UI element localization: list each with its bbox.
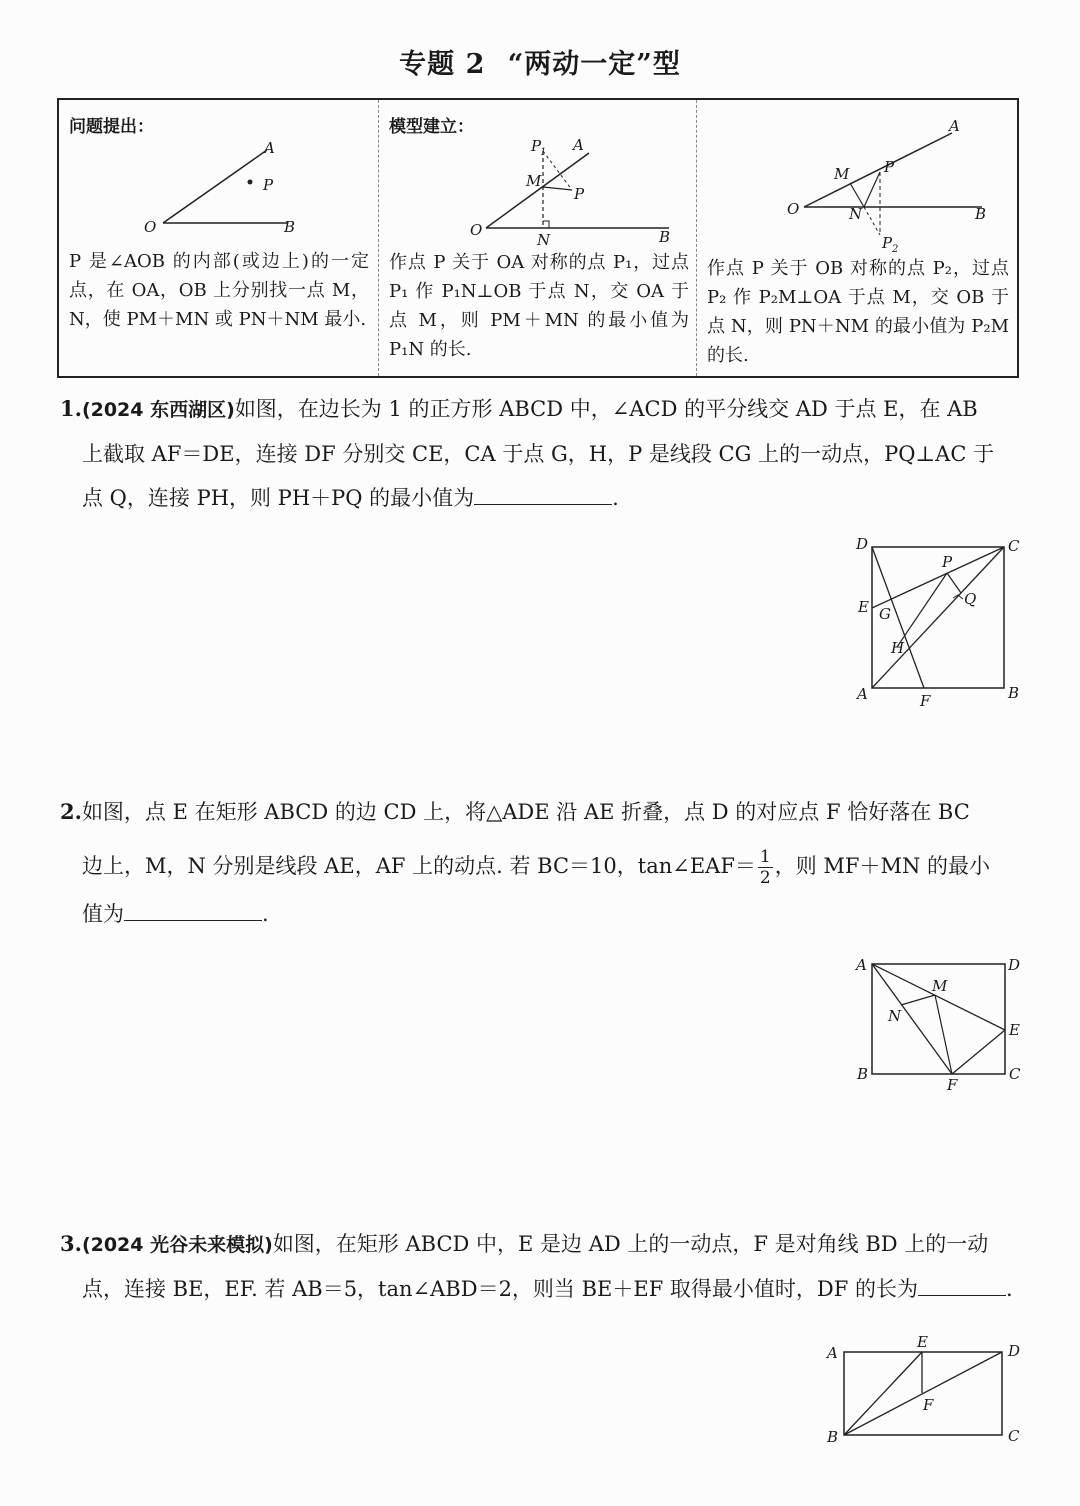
label-p: P: [942, 553, 953, 571]
segment-mn: [901, 995, 935, 1005]
problem-text-line1: 如图，在边长为 1 的正方形 ABCD 中，∠ACD 的平分线交 AD 于点 E，在 AB: [234, 397, 978, 421]
figure-1: [850, 532, 1030, 712]
label-h: H: [891, 639, 905, 657]
model-figure-2: [787, 115, 1012, 255]
problem-end: .: [612, 486, 619, 510]
diagonal-bd: [844, 1352, 1002, 1435]
label-d: D: [1008, 956, 1021, 974]
model-heading: 模型建立：: [389, 117, 474, 137]
segment-n-p2: [864, 207, 880, 235]
label-m: M: [834, 165, 850, 183]
label-p: P: [263, 176, 274, 194]
label-a: A: [827, 1344, 838, 1362]
label-p1-sub: 1: [540, 147, 547, 158]
label-b: B: [1008, 684, 1020, 702]
answer-blank[interactable]: [474, 479, 612, 505]
ray-oa: [163, 150, 267, 223]
segment-pm: [543, 187, 572, 190]
label-o: O: [787, 200, 800, 218]
figure-3: [820, 1330, 1030, 1455]
label-o: O: [470, 221, 483, 239]
problem-text-line3: 点 Q，连接 PH，则 PH＋PQ 的最小值为: [82, 486, 475, 510]
label-b: B: [284, 218, 296, 236]
label-c: C: [1008, 1427, 1020, 1445]
problem-text-line2: 上截取 AF＝DE，连接 DF 分别交 CE，CA 于点 G，H，P 是线段 CG 上的一动点，PQ⊥AC 于: [82, 442, 995, 466]
ray-oa: [804, 133, 952, 207]
fraction-numerator: 1: [759, 847, 771, 867]
segment-np: [864, 172, 880, 207]
model-column-variant: [696, 100, 1017, 376]
label-e: E: [858, 598, 869, 616]
answer-blank[interactable]: [124, 895, 262, 921]
label-p2: P: [882, 234, 893, 252]
label-c: C: [1009, 1065, 1021, 1083]
problem-source: (2024 光谷未来模拟): [81, 1234, 273, 1256]
label-a: A: [949, 117, 960, 135]
model-column-problem: [59, 100, 378, 376]
problem-text-line2b: ，则 MF＋MN 的最小: [774, 854, 991, 878]
diagonal-ac: [872, 547, 1004, 688]
angle-figure: [139, 135, 369, 240]
label-b: B: [975, 205, 987, 223]
problem-number: 2.: [60, 799, 82, 824]
label-n: N: [888, 1007, 902, 1025]
segment-pq: [947, 573, 961, 593]
topic-number: 专题 2: [399, 49, 486, 80]
label-m: M: [526, 172, 542, 190]
figure-2: [850, 950, 1030, 1095]
segment-ef: [952, 1030, 1005, 1074]
label-a: A: [573, 136, 584, 154]
model-box: [57, 98, 1019, 378]
answer-blank[interactable]: [918, 1270, 1006, 1296]
label-a: A: [857, 685, 868, 703]
model-figure-1: [469, 135, 679, 250]
label-b: B: [827, 1428, 839, 1446]
label-o: O: [144, 218, 157, 236]
problem-end: .: [262, 902, 269, 926]
problem-text-line2: 点，连接 BE，EF. 若 AB＝5，tan∠ABD＝2，则当 BE＋EF 取得最小值时，DF 的长为: [82, 1277, 919, 1301]
label-m: M: [932, 977, 948, 995]
problem-number: 1.: [60, 396, 82, 421]
problem-source: (2024 东西湖区): [81, 399, 235, 421]
segment-mn: [850, 183, 864, 207]
right-angle-mark: [543, 221, 549, 228]
label-p: P: [574, 185, 585, 203]
problem-text-line1: 如图，点 E 在矩形 ABCD 的边 CD 上，将△ADE 沿 AE 折叠，点 D 的对应点 F 恰好落在 BC: [81, 800, 970, 824]
model-description-2: 作点 P 关于 OB 对称的点 P₂，过点 P₂ 作 P₂M⊥OA 于点 M，交 OB 于点 N，则 PN＋NM 的最小值为 P₂M 的长.: [707, 258, 1009, 366]
problem-1: [60, 387, 1020, 520]
label-n: N: [849, 205, 863, 223]
label-q: Q: [964, 590, 977, 608]
label-f: F: [947, 1076, 958, 1094]
segment-ph: [897, 573, 947, 647]
label-p: P: [884, 158, 895, 176]
label-d: D: [856, 535, 869, 553]
label-p2-sub: 2: [892, 244, 899, 255]
model-column-build: [378, 100, 696, 376]
label-g: G: [879, 605, 891, 623]
fraction-one-half: [758, 847, 773, 888]
problem-number: 3.: [60, 1231, 82, 1256]
label-e: E: [1009, 1021, 1020, 1039]
label-f: F: [923, 1396, 934, 1414]
problem-text-line2a: 边上，M，N 分别是线段 AE，AF 上的动点. 若 BC＝10，tan∠EAF＝: [82, 854, 756, 878]
problem-2: [60, 790, 1020, 936]
problem-heading: 问题提出：: [69, 117, 154, 137]
label-b: B: [857, 1065, 869, 1083]
fraction-denominator: 2: [759, 868, 771, 888]
problem-description: P 是∠AOB 的内部(或边上)的一定点，在 OA，OB 上分别找一点 M，N，使 PM＋MN 或 PN＋NM 最小.: [69, 251, 369, 330]
label-c: C: [1008, 537, 1020, 555]
problem-text-line1: 如图，在矩形 ABCD 中，E 是边 AD 上的一动点，F 是对角线 BD 上的一动: [272, 1232, 989, 1256]
label-d: D: [1008, 1342, 1021, 1360]
segment-be: [844, 1352, 922, 1435]
problem-text-line3: 值为: [82, 902, 124, 926]
page-title: [0, 42, 1080, 81]
problem-end: .: [1006, 1277, 1013, 1301]
topic-title: “两动一定”型: [507, 49, 681, 80]
label-n: N: [537, 231, 551, 249]
label-a: A: [264, 139, 275, 157]
label-b: B: [659, 228, 671, 246]
label-p1: P: [531, 137, 542, 155]
label-a: A: [856, 956, 867, 974]
problem-3: [60, 1222, 1020, 1311]
point-p: [248, 180, 253, 185]
model-description-1: 作点 P 关于 OA 对称的点 P₁，过点 P₁ 作 P₁N⊥OB 于点 N，交 OA 于点 M，则 PM＋MN 的最小值为 P₁N 的长.: [389, 252, 689, 360]
label-f: F: [920, 692, 931, 710]
label-e: E: [917, 1333, 928, 1351]
